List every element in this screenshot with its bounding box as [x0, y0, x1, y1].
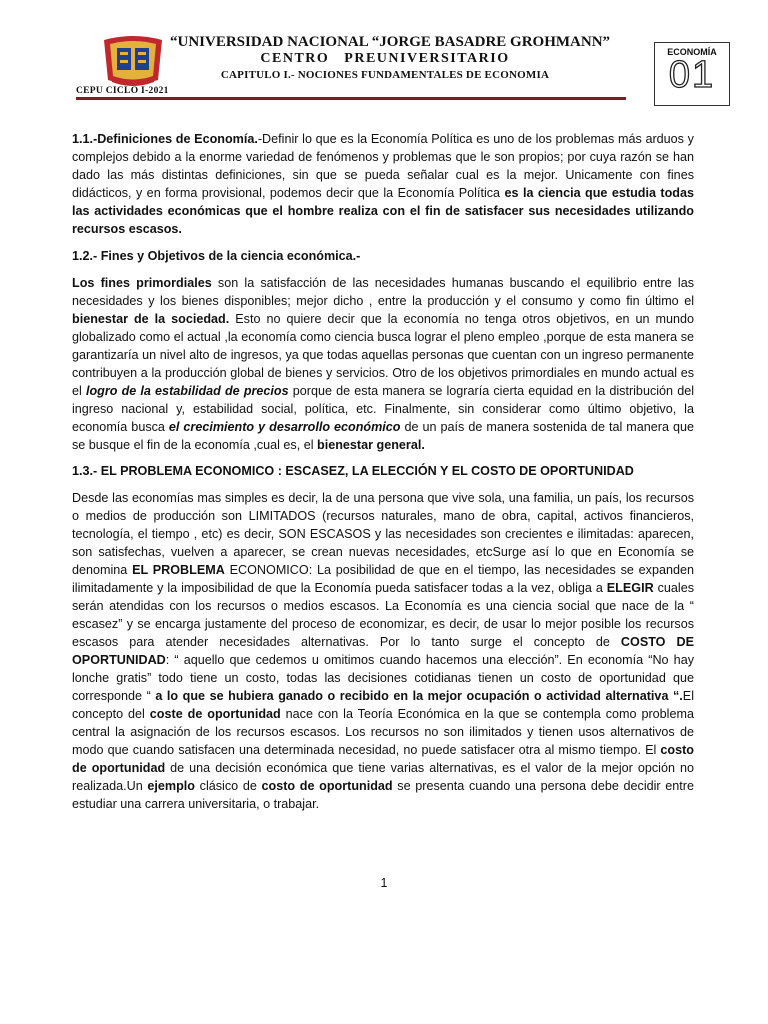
bold-italic-run: logro de la estabilidad de precios: [85, 384, 289, 398]
document-body: [72, 130, 694, 822]
bold-run: ejemplo: [147, 779, 195, 793]
heading-text: 1.2.- Fines y Objetivos de la ciencia económica.-: [72, 249, 361, 263]
bold-run: Los fines primordiales: [72, 276, 212, 290]
text-run: de un país de manera sostenida de tal manera que se busque el fin de la economía ,cual es, el: [72, 420, 694, 452]
text-run: -Definir lo que es la Economía Política es uno de los problemas más arduos y complejos debido a la enorme variedad de fenómenos y problemas que le son propios; por cuya razón se han dado las más distintas definiciones, sin que se pueda señalar cual es la mejor. Unicamente con fines didácticos, y en forma provisional, podemos decir que la Economía Política: [72, 132, 694, 200]
bold-run: bienestar general.: [317, 438, 425, 452]
bold-run: coste de oportunidad: [149, 707, 281, 721]
cycle-label: CEPU CICLO I-2021: [76, 86, 169, 96]
text-run: se presenta cuando una persona debe decidir entre estudiar una carrera universitaria, o trabajar.: [72, 779, 695, 811]
university-crest-icon: [100, 36, 166, 86]
bold-run: costo de oportunidad: [72, 743, 694, 775]
section-2-heading: [72, 247, 694, 265]
section-2-paragraph: [72, 274, 694, 454]
text-run: Esto no quiere decir que la economía no tenga otros objetivos, en un mundo globalizado como el actual ,la economía como ciencia busca lograr el pleno empleo ,porque de esta manera se garantizaría un nivel alto de ingresos, ya que todas aquellas personas que cuentan con un ingreso permanente contribuyen a la producción global de bienes y servicios. Otro de los objetivos primordiales en mundo actual es el: [72, 312, 694, 398]
center-title: CENTRO PREUNIVERSITARIO: [260, 51, 510, 66]
text-run: ECONOMICO: La posibilidad de que en el tiempo, las necesidades se expanden ilimitadamente y la imposibilidad de que la Economía pueda satisfacer todas a la vez, obliga a: [72, 563, 695, 595]
text-run: porque de esta manera se lograría cierta equidad en la distribución del ingreso nacional y, estabilidad social, política, etc. Finalmente, sin considerar como último objetivo, la economía busca: [72, 384, 694, 434]
bold-run: EL PROBLEMA: [132, 563, 225, 577]
bold-run: es la ciencia que estudia todas las actividades económicas que el hombre realiza con el fin de satisfacer sus necesidades utilizando recursos escasos.: [72, 186, 695, 236]
subject-label: ECONOMÍA: [667, 47, 717, 57]
header-divider: [76, 97, 626, 100]
text-run: : “ aquello que cedemos u omitimos cuando hacemos una elección”. En economía “No hay lonche gratis” todo tiene un costo, todas las decisiones cotidianas tienen un costo de oportunidad que corresponde “: [72, 653, 694, 703]
subject-code-box: [654, 42, 730, 106]
section-3-paragraph: [72, 489, 694, 813]
chapter-title: CAPITULO I.- NOCIONES FUNDAMENTALES DE ECONOMIA: [220, 69, 550, 81]
text-run: son la satisfacción de las necesidades humanas buscando el equilibrio entre las necesidades y los bienes disponibles; mejor dicho , entre la producción y el consumo y como fin último el: [72, 276, 695, 308]
heading-text: 1.3.- EL PROBLEMA ECONOMICO : ESCASEZ, LA ELECCIÓN Y EL COSTO DE OPORTUNIDAD: [72, 464, 634, 478]
bold-run: ELEGIR: [606, 581, 654, 595]
text-run: de una decisión económica que tiene varias alternativas, es el valor de la mejor opción no realizada.Un: [72, 761, 694, 793]
bold-italic-run: el crecimiento y desarrollo económico: [168, 420, 401, 434]
bold-run: COSTO DE OPORTUNIDAD: [72, 635, 694, 667]
subject-number: 01: [668, 54, 716, 96]
university-logo: [100, 36, 166, 86]
text-run: nace con la Teoría Económica en la que se contempla como problema central la asignación de los recursos escasos. Los recursos no son ilimitados y tienen usos alternativos de modo que cuando satisfacen una determinada necesidad, no puede satisfacer otra al mismo tiempo. El: [72, 707, 694, 757]
section-3-heading: [72, 462, 694, 480]
bold-run: costo de oportunidad: [261, 779, 393, 793]
text-run: El concepto del: [72, 689, 694, 721]
bold-run: a lo que se hubiera ganado o recibido en la mejor ocupación o actividad alternativa “.: [155, 689, 683, 703]
text-run: Desde las economías mas simples es decir, la de una persona que vive sola, una familia, un país, los recursos o medios de producción son LIMITADOS (recursos naturales, mano de obra, capital, activos financieros, tecnología, el tiempo , etc) es decir, SON ESCASOS y las necesidades son crecientes e ilimitadas: aparecen, son satisfechas, vuelven a aparecer, se crean nuevas necesidades, etcSurge así lo que en Economía se denomina: [72, 491, 694, 577]
university-title: “UNIVERSIDAD NACIONAL “JORGE BASADRE GROHMANN”: [170, 34, 611, 50]
text-run: clásico de: [194, 779, 262, 793]
bold-run: bienestar de la sociedad.: [72, 312, 230, 326]
text-run: cuales serán atendidas con los recursos o medios escasos. La Economía es una ciencia social que nace de la “ escasez” y se encarga justamente del proceso de economizar, es decir, de usar lo mejor posible los recursos escasos para atender necesidades alternativas. Por lo tanto surge el concepto de: [72, 581, 695, 649]
page-number: 1: [380, 876, 388, 890]
section-1-paragraph: [72, 130, 694, 238]
section-1-heading: 1.1.-Definiciones de Economía.: [72, 132, 258, 146]
